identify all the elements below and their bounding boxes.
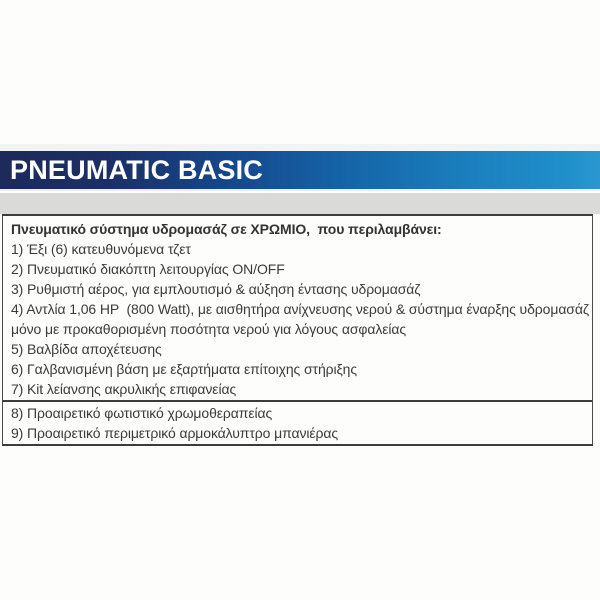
gray-strip bbox=[0, 193, 600, 214]
spec-line-9: 9) Προαιρετικό περιμετρικό αρμοκάλυπτρο μπανιέρας bbox=[11, 425, 339, 441]
spec-line-4: 4) Αντλία 1,06 HP (800 Watt), με αισθητήρα ανίχνευσης νερού & σύστημα έναρξης υδρομασάζ bbox=[11, 301, 589, 317]
spec-line-1: 1) Έξι (6) κατευθυνόμενα τζετ bbox=[11, 241, 191, 257]
title-bar bbox=[0, 151, 600, 191]
spec-line-5: 5) Βαλβίδα αποχέτευσης bbox=[11, 341, 162, 357]
spec-line-7: 7) Kit λείανσης ακρυλικής επιφανείας bbox=[11, 381, 237, 397]
spec-box bbox=[2, 214, 593, 446]
spec-line-2: 2) Πνευματικό διακόπτη λειτουργίας ON/OFF bbox=[11, 261, 285, 277]
scan-band bbox=[0, 144, 600, 151]
spec-optional-list bbox=[3, 402, 592, 444]
spec-line-4-continuation: μόνο με προκαθορισμένη ποσότητα νερού για λόγους ασφαλείας bbox=[11, 321, 407, 337]
spec-line-6: 6) Γαλβανισμένη βάση με εξαρτήματα επίτοιχης στήριξης bbox=[11, 361, 358, 377]
page-title: PNEUMATIC BASIC bbox=[10, 154, 264, 185]
spec-line-3: 3) Ρυθμιστή αέρος, για εμπλουτισμό & αύξηση έντασης υδρομασάζ bbox=[11, 281, 421, 297]
spec-intro: Πνευματικό σύστημα υδρομασάζ σε ΧΡΩΜΙΟ, που περιλαμβάνει: bbox=[11, 221, 442, 237]
spec-main-list bbox=[3, 216, 592, 400]
spec-line-8: 8) Προαιρετικό φωτιστικό χρωμοθεραπείας bbox=[11, 405, 273, 421]
